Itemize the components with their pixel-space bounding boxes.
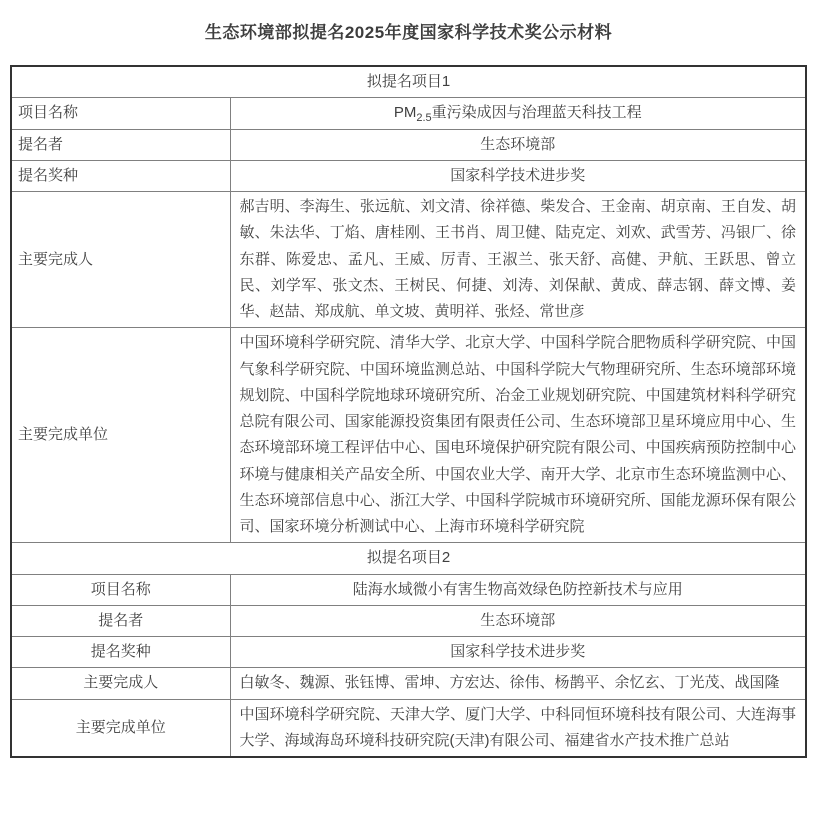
section-header-row — [11, 543, 806, 574]
field-label-award-type: 提名奖种 — [11, 637, 230, 668]
project-name-text: 重污染成因与治理蓝天科技工程 — [431, 104, 642, 122]
page-title: 生态环境部拟提名2025年度国家科学技术奖公示材料 — [204, 23, 613, 42]
field-value-main-completers: 郝吉明、李海生、张远航、刘文清、徐祥德、柴发合、王金南、胡京南、王自发、胡敏、朱法华、丁焰、唐桂刚、王书肖、周卫健、陆克定、刘欢、武雪芳、冯银厂、徐东群、陈爱忠、孟凡、王威、厉青、王淑兰、张天舒、高健、尹航、王跃思、曾立民、刘学军、张文杰、王树民、何捷、刘涛、刘保献、黄成、薛志钢、薛文博、姜华、赵喆、郑成航、单文坡、黄明祥、张烃、常世彦 — [230, 192, 806, 328]
field-label-main-completers: 主要完成人 — [11, 192, 230, 328]
field-label-main-units: 主要完成单位 — [11, 699, 230, 757]
table-row-nominator — [11, 605, 806, 636]
field-value-award-type: 国家科学技术进步奖 — [230, 637, 806, 668]
section-header-row — [11, 66, 806, 98]
table-row-main-units — [11, 328, 806, 543]
field-label-project-name: 项目名称 — [11, 574, 230, 605]
field-value-nominator: 生态环境部 — [230, 605, 806, 636]
section-title-project-2: 拟提名项目2 — [11, 543, 806, 574]
project-2-section — [11, 543, 806, 757]
table-row-main-units — [11, 699, 806, 757]
table-row-award-type — [11, 637, 806, 668]
nomination-table — [10, 65, 807, 758]
table-row-project-name — [11, 98, 806, 129]
field-label-nominator: 提名者 — [11, 129, 230, 160]
field-label-nominator: 提名者 — [11, 605, 230, 636]
project-1-section — [11, 66, 806, 543]
field-value-main-completers: 白敏冬、魏源、张钰博、雷坤、方宏达、徐伟、杨鹊平、余忆玄、丁光茂、战国隆 — [230, 668, 806, 699]
table-row-project-name — [11, 574, 806, 605]
project-name-subscript: 2.5 — [416, 112, 432, 125]
field-label-project-name: 项目名称 — [11, 98, 230, 129]
field-value-nominator: 生态环境部 — [230, 129, 806, 160]
table-row-nominator — [11, 129, 806, 160]
section-title-project-1: 拟提名项目1 — [11, 66, 806, 98]
field-value-main-units: 中国环境科学研究院、清华大学、北京大学、中国科学院合肥物质科学研究院、中国气象科学研究院、中国环境监测总站、中国科学院大气物理研究所、生态环境部环境规划院、中国科学院地球环境研究所、冶金工业规划研究院、中国建筑材料科学研究总院有限公司、国家能源投资集团有限责任公司、生态环境部卫星环境应用中心、生态环境部环境工程评估中心、国电环境保护研究院有限公司、中国疾病预防控制中心环境与健康相关产品安全所、中国农业大学、南开大学、北京市生态环境监测中心、生态环境部信息中心、浙江大学、中国科学院城市环境研究所、国能龙源环保有限公司、国家环境分析测试中心、上海市环境科学研究院 — [230, 328, 806, 543]
field-label-main-units: 主要完成单位 — [11, 328, 230, 543]
project-name-prefix: PM — [393, 104, 417, 122]
field-label-award-type: 提名奖种 — [11, 160, 230, 191]
field-value-award-type: 国家科学技术进步奖 — [230, 160, 806, 191]
table-row-award-type — [11, 160, 806, 191]
table-row-main-completers — [11, 668, 806, 699]
project-name-text: 陆海水域微小有害生物高效绿色防控新技术与应用 — [352, 580, 683, 598]
field-value-project-name — [230, 98, 806, 129]
table-row-main-completers — [11, 192, 806, 328]
field-value-main-units: 中国环境科学研究院、天津大学、厦门大学、中科同恒环境科技有限公司、大连海事大学、海域海岛环境科技研究院(天津)有限公司、福建省水产技术推广总站 — [230, 699, 806, 757]
field-label-main-completers: 主要完成人 — [11, 668, 230, 699]
field-value-project-name — [230, 574, 806, 605]
